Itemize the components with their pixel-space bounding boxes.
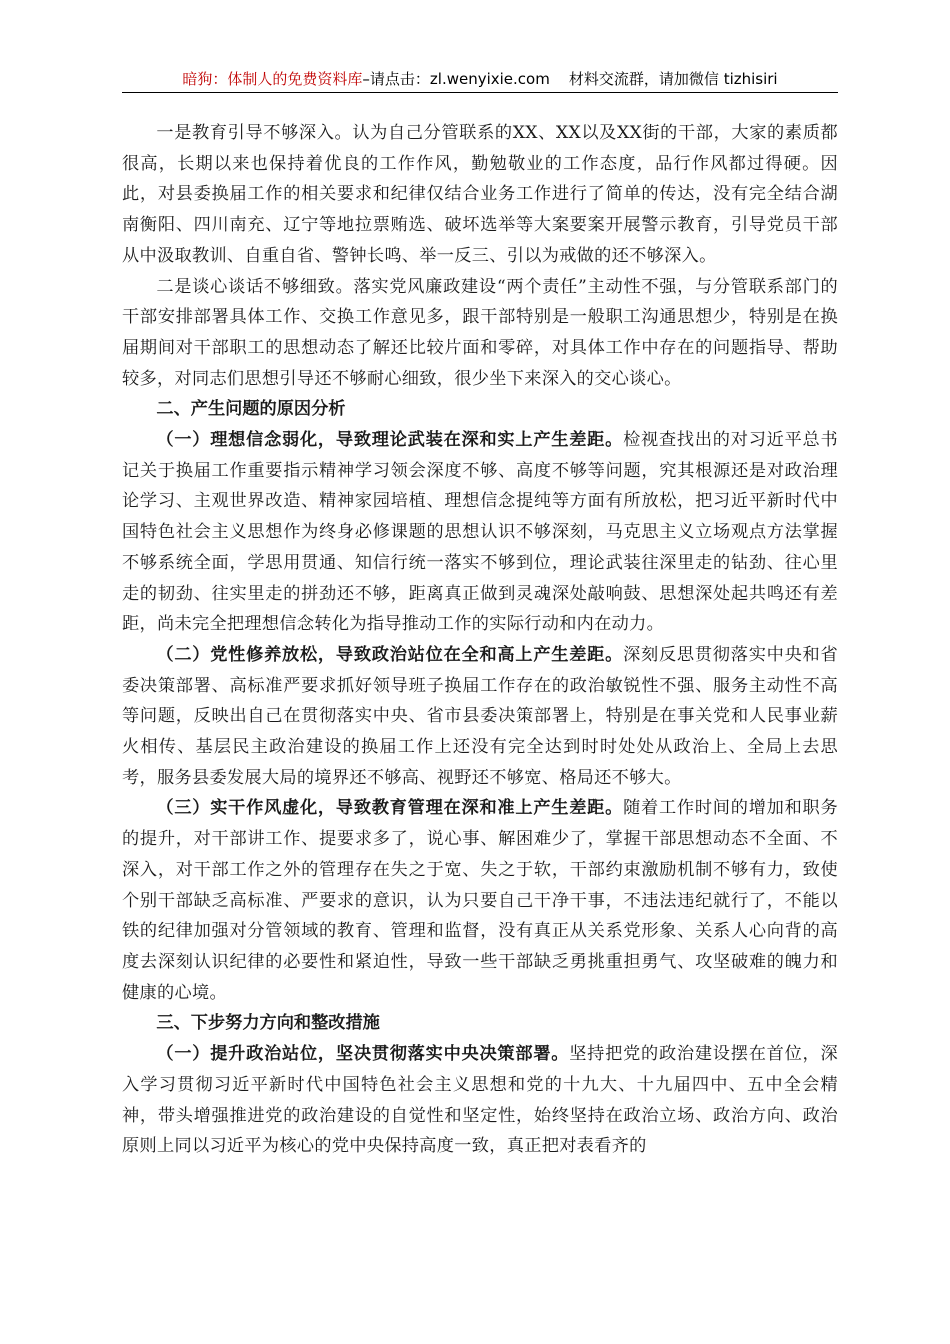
paragraph-text: 一是教育引导不够深入。认为自己分管联系的XX、XX以及XX街的干部，大家的素质都很高，长期以来也保持着优良的工作作风，勤勉敬业的工作态度，品行作风都过得硬。因此，对县委换届工作的相关要求和纪律仅结合业务工作进行了简单的传达，没有完全结合湖南衡阳、四川南充、辽宁等地拉票贿选、破坏选举等大案要案开展警示教育，引导党员干部从中汲取教训、自重自省、警钟长鸣、举一反三、引以为戒做的还不够深入。 xyxy=(122,123,838,266)
header-url-link[interactable]: zl.wenyixie.com xyxy=(429,70,550,88)
header-site-name: 暗狗：体制人的免费资料库 xyxy=(182,70,363,88)
paragraph-lead: （二）党性修养放松，导致政治站位在全和高上产生差距。 xyxy=(156,644,624,665)
paragraph-text: 深刻反思贯彻落实中央和省委决策部署、高标准严要求抓好领导班子换届工作存在的政治敏锐性不强、服务主动性不高等问题，反映出自己在贯彻落实中央、省市县委决策部署上，特别是在事关党和人民事业薪火相传、基层民主政治建设的换届工作上还没有完全达到时时处处从政治上、全局上去思考，服务县委发展大局的境界还不够高、视野还不够宽、格局还不够大。 xyxy=(122,644,838,788)
paragraph-lead: （一）提升政治站位，坚决贯彻落实中央决策部署。 xyxy=(156,1044,570,1065)
header-wechat-note: 材料交流群，请加微信 tizhisiri xyxy=(568,70,778,88)
paragraph-lead: （三）实干作风虚化，导致教育管理在深和准上产生差距。 xyxy=(156,798,624,819)
paragraph xyxy=(122,640,838,794)
header-prompt: –请点击： xyxy=(362,70,430,88)
page-header xyxy=(122,68,838,93)
paragraph xyxy=(122,793,838,1008)
paragraph xyxy=(122,425,838,640)
paragraph-text: 检视查找出的对习近平总书记关于换届工作重要指示精神学习领会深度不够、高度不够等问题，究其根源还是对政治理论学习、主观世界改造、精神家园培植、理想信念提纯等方面有所放松，把习近平新时代中国特色社会主义思想作为终身必修课题的思想认识不够深刻，马克思主义立场观点方法掌握不够系统全面，学思用贯通、知信行统一落实不够到位，理论武装往深里走的钻劲、往心里走的韧劲、往实里走的拼劲还不够，距离真正做到灵魂深处敲响鼓、思想深处起共鸣还有差距，尚未完全把理想信念转化为指导推动工作的实际行动和内在动力。 xyxy=(122,430,838,635)
paragraph-lead: （一）理想信念弱化，导致理论武装在深和实上产生差距。 xyxy=(156,430,624,451)
section-heading xyxy=(122,394,838,425)
section-heading xyxy=(122,1008,838,1039)
paragraph-text: 随着工作时间的增加和职务的提升，对干部讲工作、提要求多了，说心事、解困难少了，掌握干部思想动态不全面、不深入，对干部工作之外的管理存在失之于宽、失之于软，干部约束激励机制不够有力，致使个别干部缺乏高标准、严要求的意识，认为只要自己干净干事，不违法违纪就行了，不能以铁的纪律加强对分管领域的教育、管理和监督，没有真正从关系党形象、关系人心向背的高度去深刻认识纪律的必要性和紧迫性，导致一些干部缺乏勇挑重担勇气、攻坚破难的魄力和健康的心境。 xyxy=(122,798,838,1003)
section-heading-text: 二、产生问题的原因分析 xyxy=(156,399,346,420)
section-heading-text: 三、下步努力方向和整改措施 xyxy=(156,1013,380,1034)
paragraph-text: 二是谈心谈话不够细致。落实党风廉政建设“两个责任”主动性不强，与分管联系部门的干部安排部署具体工作、交换工作意见多，跟干部特别是一般职工沟通思想少，特别是在换届期间对干部职工的思想动态了解还比较片面和零碎，对具体工作中存在的问题指导、帮助较多，对同志们思想引导还不够耐心细致，很少坐下来深入的交心谈心。 xyxy=(122,276,838,389)
paragraph xyxy=(122,1039,838,1162)
paragraph xyxy=(122,118,838,272)
document-body xyxy=(122,118,838,1162)
paragraph-text: 坚持把党的政治建设摆在首位，深入学习贯彻习近平新时代中国特色社会主义思想和党的十九大、十九届四中、五中全会精神，带头增强推进党的政治建设的自觉性和坚定性，始终坚持在政治立场、政治方向、政治原则上同以习近平为核心的党中央保持高度一致，真正把对表看齐的 xyxy=(122,1044,838,1157)
paragraph xyxy=(122,272,838,395)
